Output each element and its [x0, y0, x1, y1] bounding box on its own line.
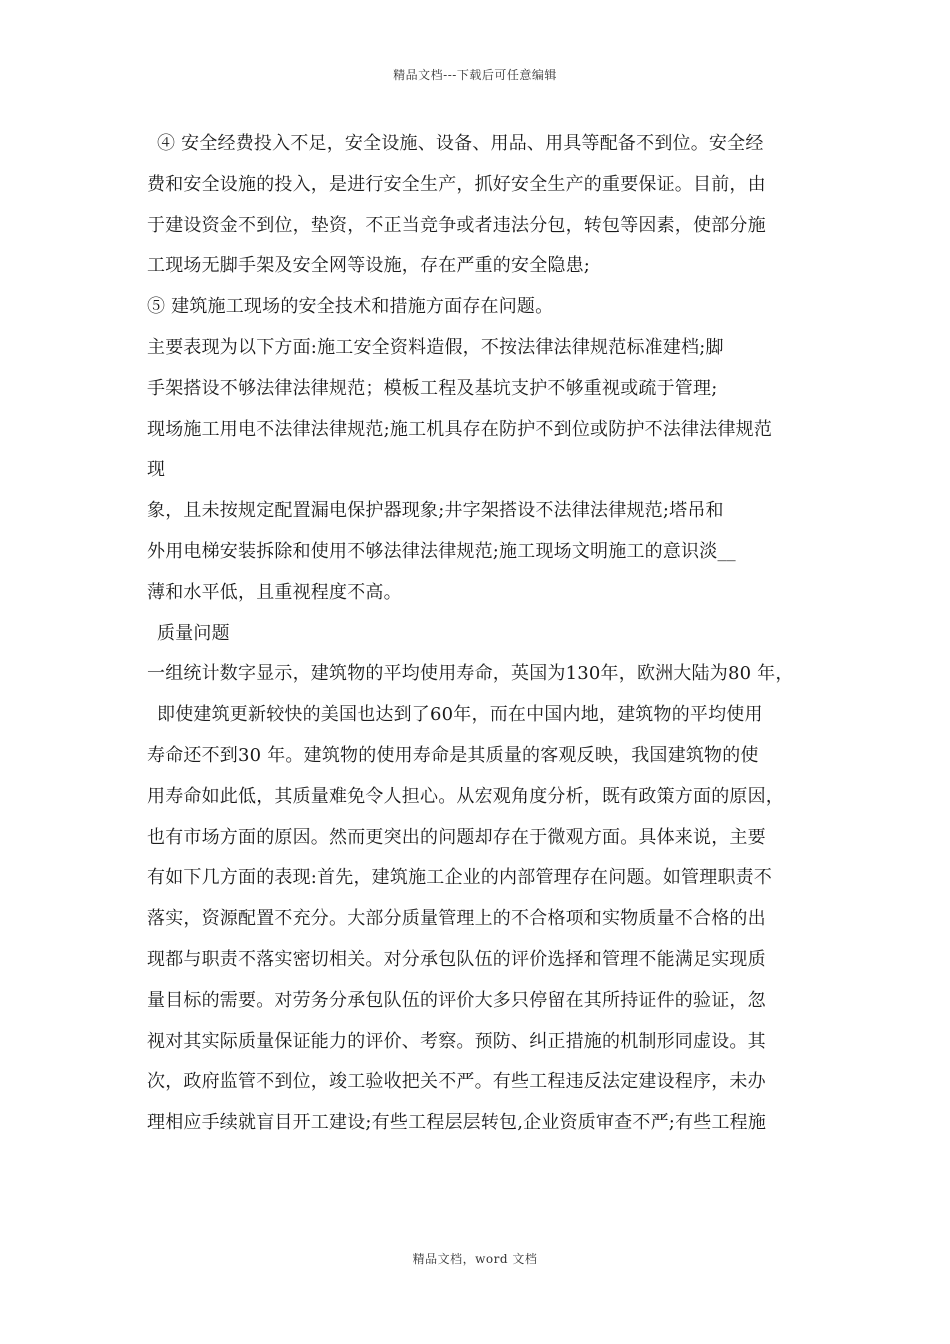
paragraph-line: ⑤ 建筑施工现场的安全技术和措施方面存在问题。 [147, 296, 554, 318]
paragraph-line: 也有市场方面的原因。然而更突出的问题却存在于微观方面。具体来说，主要 [147, 826, 766, 848]
paragraph-line: 一组统计数字显示，建筑物的平均使用寿命，英国为130年，欧洲大陆为80 年， [147, 663, 794, 685]
paragraph-line: 理相应手续就盲目开工建设;有些工程层层转包,企业资质审查不严;有些工程施 [147, 1112, 767, 1134]
paragraph-line: 有如下几方面的表现:首先，建筑施工企业的内部管理存在问题。如管理职责不 [147, 867, 773, 889]
paragraph-line: 工现场无脚手架及安全网等设施，存在严重的安全隐患; [147, 255, 591, 277]
section-heading: 质量问题 [157, 622, 230, 644]
paragraph-line: 量目标的需要。对劳务分承包队伍的评价大多只停留在其所持证件的验证，忽 [147, 989, 766, 1011]
paragraph-line: 现 [147, 459, 166, 481]
paragraph-line: 现场施工用电不法律法律规范;施工机具存在防护不到位或防护不法律法律规范 [147, 418, 773, 440]
paragraph-line: 即使建筑更新较快的美国也达到了60年，而在中国内地，建筑物的平均使用 [157, 704, 763, 726]
paragraph-line: 用寿命如此低，其质量难免令人担心。从宏观角度分析，既有政策方面的原因， [147, 785, 784, 807]
paragraph-line: 次，政府监管不到位，竣工验收把关不严。有些工程违反法定建设程序，未办 [147, 1071, 766, 1093]
paragraph-line: 视对其实际质量保证能力的评价、考察。预防、纠正措施的机制形同虚设。其 [147, 1030, 766, 1052]
paragraph-line: 薄和水平低，且重视程度不高。 [147, 581, 402, 603]
paragraph-line: 于建设资金不到位，垫资，不正当竞争或者违法分包，转包等因素，使部分施 [147, 214, 766, 236]
paragraph-line: 手架搭设不够法律法律规范；模板工程及基坑支护不够重视或疏于管理; [147, 377, 718, 399]
page-footer: 精品文档，word 文档 [412, 1252, 538, 1266]
paragraph-line: 外用电梯安装拆除和使用不够法律法律规范;施工现场文明施工的意识淡__ [147, 540, 736, 562]
body-text [147, 124, 817, 1144]
page-header: 精品文档---下载后可任意编辑 [393, 68, 557, 82]
paragraph-line: ④ 安全经费投入不足，安全设施、设备、用品、用具等配备不到位。安全经 [157, 133, 764, 154]
paragraph-line: 落实，资源配置不充分。大部分质量管理上的不合格项和实物质量不合格的出 [147, 908, 766, 930]
paragraph-line: 现都与职责不落实密切相关。对分承包队伍的评价选择和管理不能满足实现质 [147, 948, 766, 970]
paragraph-line: 寿命还不到30 年。建筑物的使用寿命是其质量的客观反映，我国建筑物的使 [147, 744, 759, 766]
paragraph-line: 费和安全设施的投入，是进行安全生产，抓好安全生产的重要保证。目前，由 [147, 173, 766, 195]
paragraph-line: 主要表现为以下方面:施工安全资料造假，不按法律法律规范标准建档;脚 [147, 336, 724, 358]
paragraph-line: 象，且未按规定配置漏电保护器现象;井字架搭设不法律法律规范;塔吊和 [147, 500, 724, 522]
